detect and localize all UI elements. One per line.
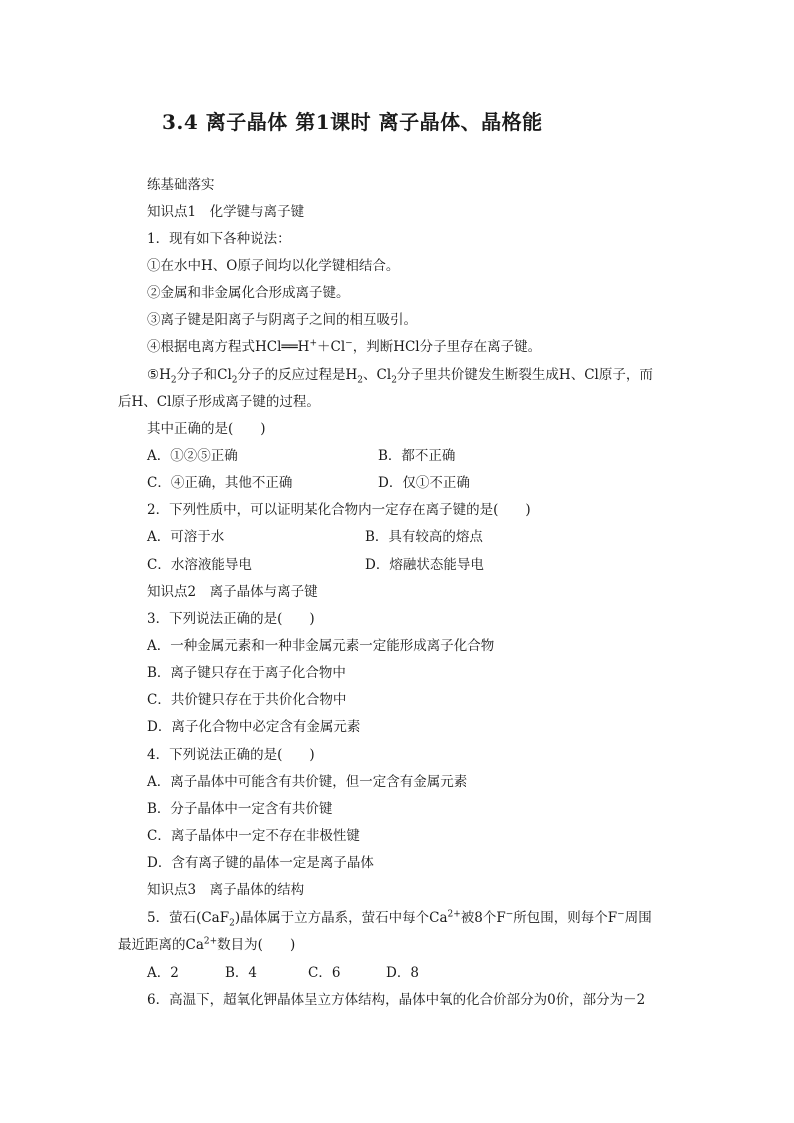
q3-option-c: C．共价键只存在于共价化合物中	[147, 692, 347, 708]
q1-statement-5-cont: 后H、Cl原子形成离子键的过程。	[118, 394, 320, 410]
q2-option-d: D．熔融状态能导电	[365, 557, 484, 573]
knowledge-point-1: 知识点1 化学键与离子键	[147, 204, 305, 220]
q5-stem-cont: 最近距离的$Ca^{2+}$数目为( )	[118, 936, 296, 953]
knowledge-point-2: 知识点2 离子晶体与离子键	[147, 584, 318, 600]
q5-stem: 5．萤石(CaF$_2$)晶体属于立方晶系，萤石中每个$Ca^{2+}$被8个F−所包围，则每个F−周围	[147, 909, 652, 929]
q3-option-a: A．一种金属元素和一种非金属元素一定能形成离子化合物	[147, 638, 495, 654]
q1-statement-3: ③离子键是阳离子与阴离子之间的相互吸引。	[147, 312, 417, 328]
section-label: 练基础落实	[147, 177, 215, 193]
q5-option-b: B．4	[225, 965, 258, 981]
q1-stem: 1．现有如下各种说法：	[147, 231, 291, 247]
q2-stem: 2．下列性质中，可以证明某化合物内一定存在离子键的是( )	[147, 502, 531, 518]
q4-option-b: B．分子晶体中一定含有共价键	[147, 801, 333, 817]
q4-stem: 4．下列说法正确的是( )	[147, 747, 315, 763]
q4-option-a: A．离子晶体中可能含有共价键，但一定含有金属元素	[147, 774, 468, 790]
q5-option-d: D．8	[386, 965, 419, 981]
q3-option-b: B．离子键只存在于离子化合物中	[147, 665, 346, 681]
q1-statement-1: ①在水中H、O原子间均以化学键相结合。	[147, 258, 400, 274]
q4-option-c: C．离子晶体中一定不存在非极性键	[147, 828, 360, 844]
q2-option-a: A．可溶于水	[147, 529, 225, 545]
knowledge-point-3: 知识点3 离子晶体的结构	[147, 882, 305, 898]
q1-statement-4: ④根据电离方程式HCl══H+＋Cl−，判断HCl分子里存在离子键。	[147, 338, 542, 355]
q4-option-d: D．含有离子键的晶体一定是离子晶体	[147, 855, 374, 871]
q3-option-d: D．离子化合物中必定含有金属元素	[147, 719, 361, 735]
q1-ask: 其中正确的是( )	[147, 421, 266, 437]
q5-option-a: A．2	[147, 965, 179, 981]
q1-statement-2: ②金属和非金属化合形成离子键。	[147, 285, 350, 301]
q1-statement-5: $⑤H_2$分子和$Cl_2$分子的反应过程是$H_2$、$Cl_2$分子里共价键发生断裂生成H、Cl原子，而	[147, 367, 653, 386]
q1-option-d: D．仅①不正确	[378, 475, 470, 491]
q6-stem: 6．高温下，超氧化钾晶体呈立方体结构，晶体中氧的化合价部分为0价，部分为－2	[147, 992, 646, 1008]
q5-option-c: C．6	[308, 965, 341, 981]
q1-option-c: C．④正确，其他不正确	[147, 475, 293, 491]
q2-option-b: B．具有较高的熔点	[365, 529, 483, 545]
page-title: 3.4 离子晶体 第1课时 离子晶体、晶格能	[162, 110, 543, 134]
q1-option-b: B．都不正确	[378, 448, 456, 464]
q1-option-a: A．①②⑤正确	[147, 448, 238, 464]
q3-stem: 3．下列说法正确的是( )	[147, 611, 315, 627]
q2-option-c: C．水溶液能导电	[147, 557, 252, 573]
